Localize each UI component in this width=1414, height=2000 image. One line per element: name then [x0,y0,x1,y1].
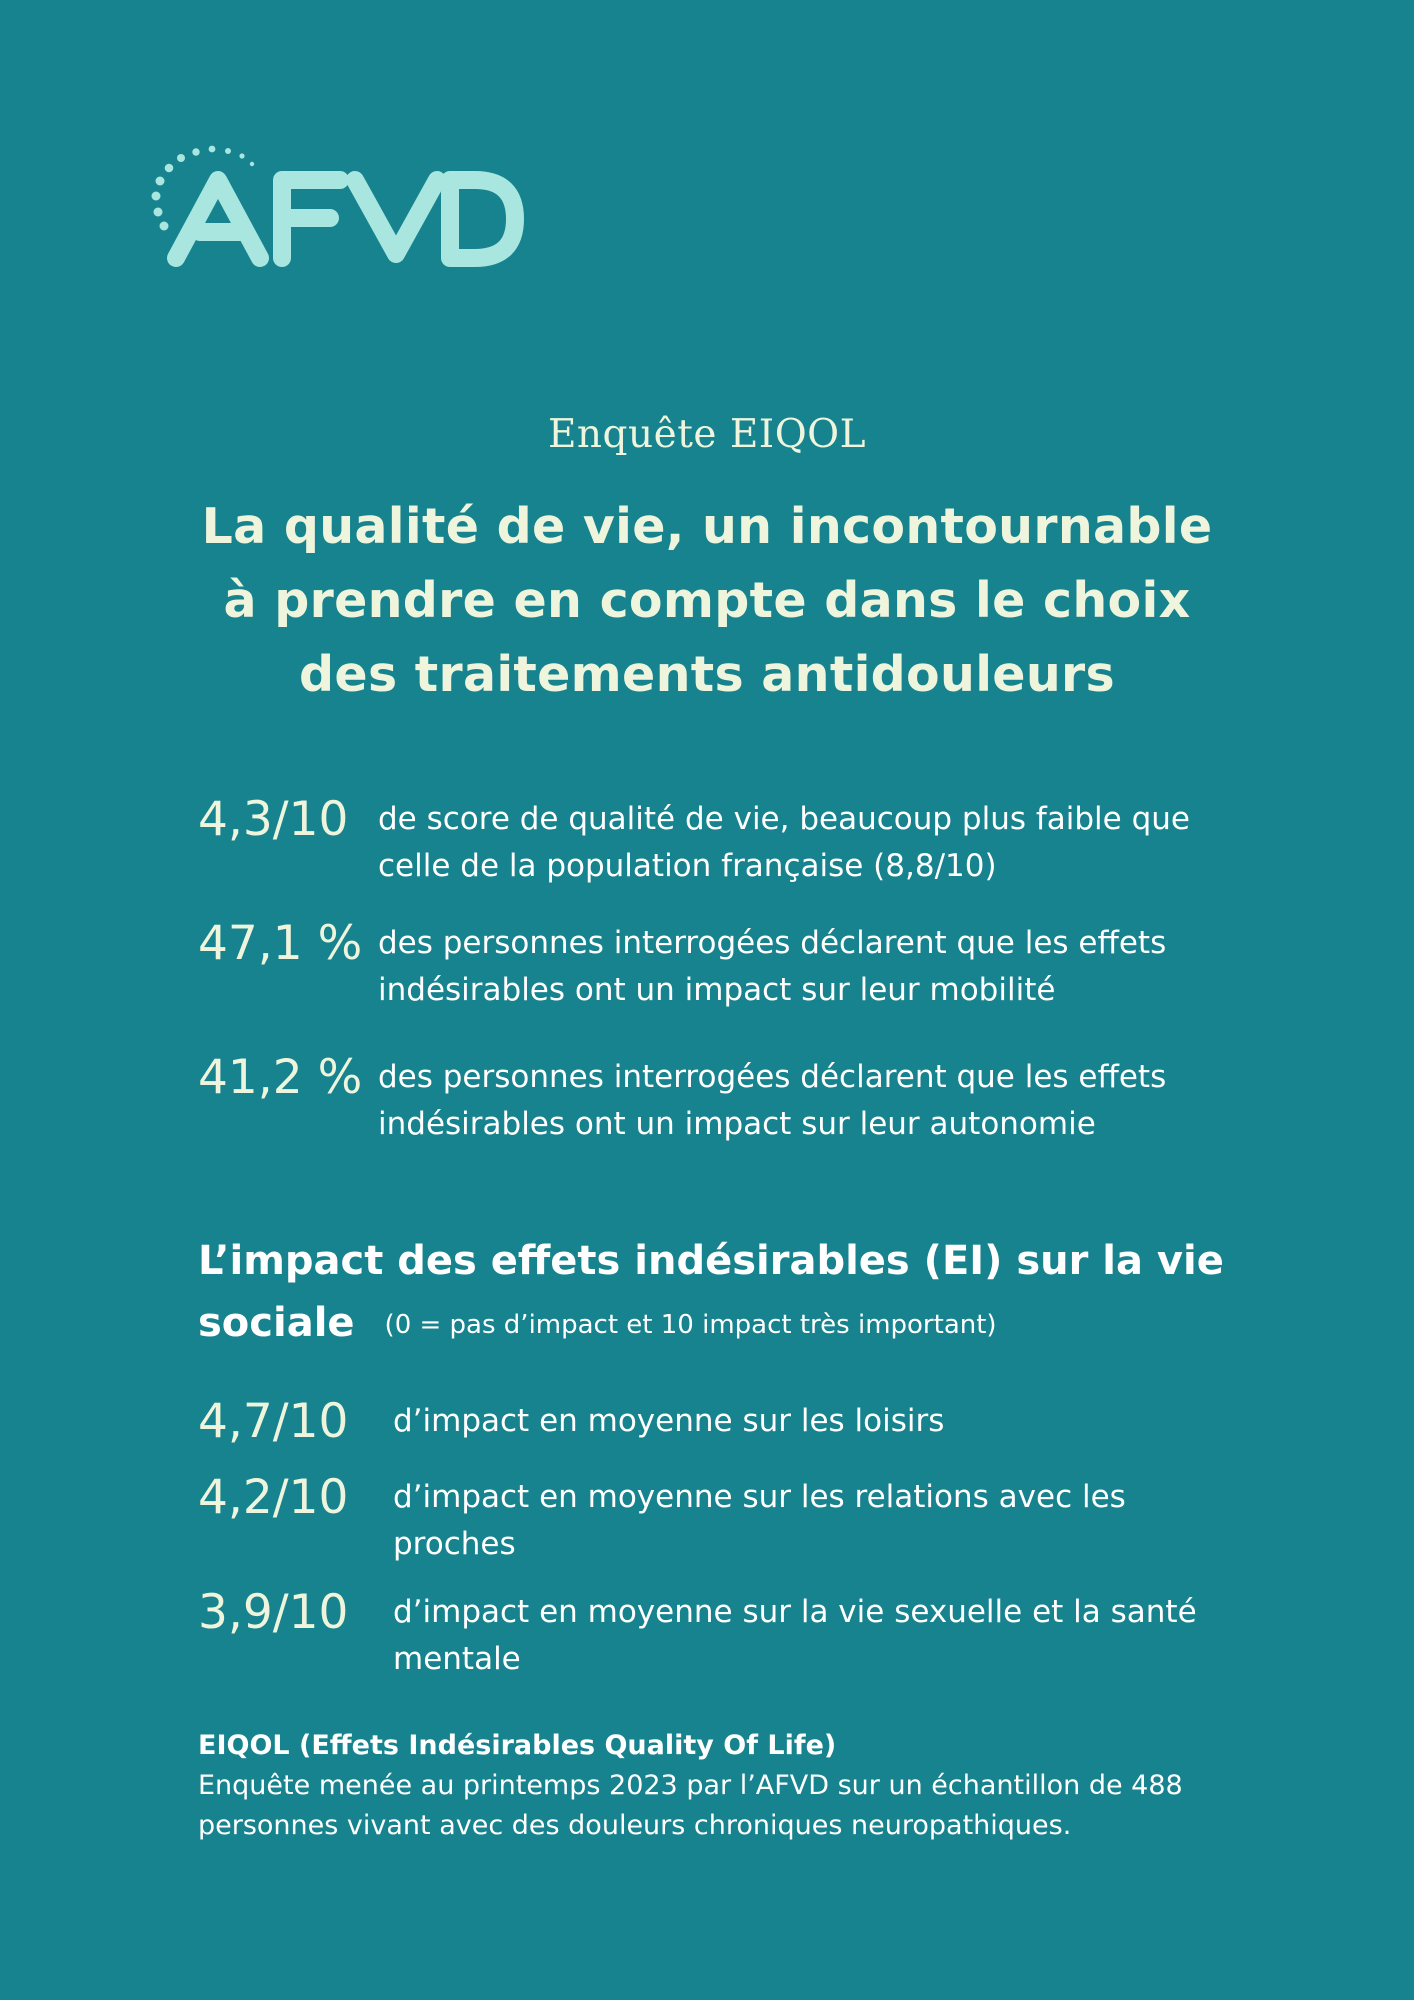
stat-line: indésirables ont un impact sur leur autonomie [378,1106,1096,1142]
impact-value: 4,2/10 [198,1470,349,1525]
stat-line: indésirables ont un impact sur leur mobilité [378,972,1056,1008]
title-line: des traitements antidouleurs [299,646,1115,703]
impact-line: mentale [393,1641,521,1677]
stat-value: 47,1 % [198,916,363,971]
stat-line: des personnes interrogées déclarent que les effets [378,1059,1167,1095]
stat-description [378,1054,1244,1148]
title-line: à prendre en compte dans le choix [223,572,1191,629]
stat-value: 41,2 % [198,1050,363,1105]
section-note: (0 = pas d’impact et 10 impact très important) [384,1310,997,1340]
section-heading-word: sociale [198,1300,355,1346]
footnote-line: Enquête menée au printemps 2023 par l’AFVD sur un échantillon de 488 [198,1770,1183,1801]
survey-subtitle: Enquête EIQOL [547,412,867,457]
stat-description [378,920,1244,1014]
page-title [150,490,1264,712]
impact-line: d’impact en moyenne sur la vie sexuelle et la santé [393,1594,1197,1630]
impact-description [393,1398,1244,1445]
impact-line: d’impact en moyenne sur les relations avec les [393,1479,1126,1515]
section-heading-line [198,1292,1244,1356]
afvd-logo [150,140,530,280]
impact-description [393,1474,1244,1568]
stat-line: de score de qualité de vie, beaucoup plus faible que [378,801,1190,837]
impact-value: 3,9/10 [198,1585,349,1640]
impact-line: proches [393,1526,516,1562]
stat-line: des personnes interrogées déclarent que les effets [378,925,1167,961]
impact-line: d’impact en moyenne sur les loisirs [393,1403,945,1439]
footnote-line: personnes vivant avec des douleurs chroniques neuropathiques. [198,1810,1072,1841]
stat-line: celle de la population française (8,8/10) [378,848,997,884]
stat-description [378,796,1244,890]
logo-letters [176,180,515,258]
section-heading-line: L’impact des effets indésirables (EI) sur la vie [198,1238,1224,1284]
survey-footnote [198,1726,1244,1846]
impact-value: 4,7/10 [198,1394,349,1449]
stat-value: 4,3/10 [198,792,349,847]
section-heading [198,1230,1244,1356]
impact-description [393,1589,1244,1683]
footnote-title: EIQOL (Effets Indésirables Quality Of Life) [198,1730,837,1761]
title-line: La qualité de vie, un incontournable [201,498,1213,555]
